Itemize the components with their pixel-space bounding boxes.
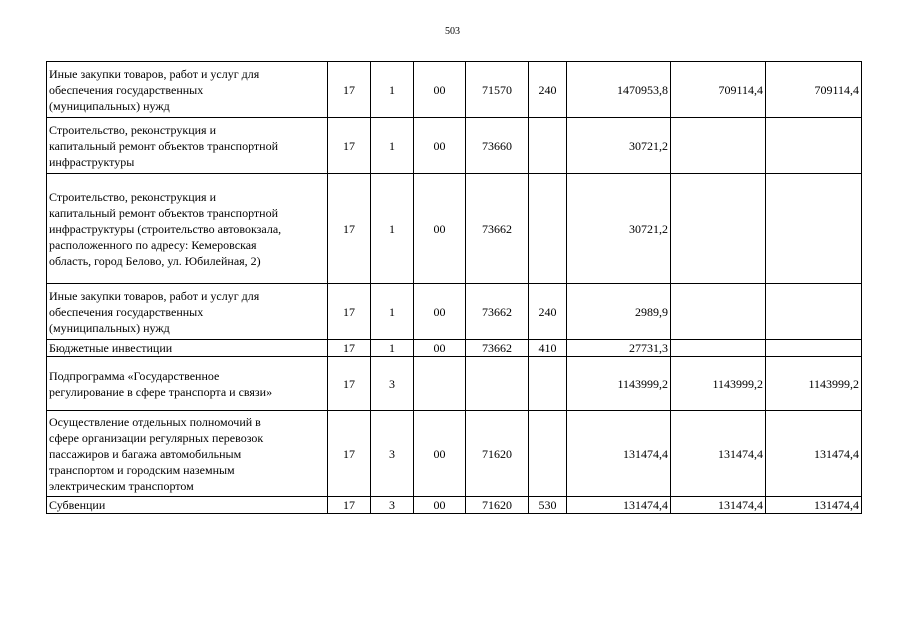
code-type	[529, 174, 567, 284]
code-gr: 17	[328, 174, 371, 284]
value-year3: 131474,4	[766, 411, 862, 497]
code-sub: 1	[371, 284, 414, 340]
description-line: область, город Белово, ул. Юбилейная, 2)	[49, 253, 261, 268]
code-gr: 17	[328, 411, 371, 497]
table-row	[47, 340, 862, 357]
table-row	[47, 411, 862, 497]
code-dir: 71570	[466, 62, 529, 118]
code-dir: 73662	[466, 340, 529, 357]
code-prog	[414, 357, 466, 411]
row-description	[47, 174, 328, 284]
description-line: Бюджетные инвестиции	[49, 341, 173, 355]
code-prog: 00	[414, 497, 466, 514]
value-year3: 709114,4	[766, 62, 862, 118]
description-line: капитальный ремонт объектов транспортной	[49, 138, 279, 153]
description-line: инфраструктуры (строительство автовокзала,	[49, 221, 282, 236]
description-line: транспортом и городским наземным	[49, 462, 235, 477]
code-type	[529, 357, 567, 411]
code-gr: 17	[328, 118, 371, 174]
value-year3	[766, 284, 862, 340]
description-line: электрическим транспортом	[49, 478, 194, 493]
table-row	[47, 118, 862, 174]
description-line: расположенного по адресу: Кемеровская	[49, 237, 257, 252]
code-prog: 00	[414, 174, 466, 284]
row-description	[47, 284, 328, 340]
value-year2: 709114,4	[671, 62, 766, 118]
description-line: Иные закупки товаров, работ и услуг для	[49, 288, 260, 303]
value-year1: 30721,2	[567, 118, 671, 174]
row-description	[47, 497, 328, 514]
value-year1: 1143999,2	[567, 357, 671, 411]
code-prog: 00	[414, 411, 466, 497]
value-year3	[766, 118, 862, 174]
value-year2: 131474,4	[671, 497, 766, 514]
value-year3: 1143999,2	[766, 357, 862, 411]
code-sub: 1	[371, 62, 414, 118]
code-type: 530	[529, 497, 567, 514]
value-year2: 1143999,2	[671, 357, 766, 411]
row-description	[47, 118, 328, 174]
code-sub: 3	[371, 497, 414, 514]
code-dir: 73662	[466, 174, 529, 284]
description-line: Подпрограмма «Государственное	[49, 368, 220, 383]
code-gr: 17	[328, 62, 371, 118]
code-dir: 73660	[466, 118, 529, 174]
code-dir	[466, 357, 529, 411]
description-line: сфере организации регулярных перевозок	[49, 430, 264, 445]
value-year1: 2989,9	[567, 284, 671, 340]
description-line: (муниципальных) нужд	[49, 98, 170, 113]
code-prog: 00	[414, 284, 466, 340]
description-line: Осуществление отдельных полномочий в	[49, 414, 261, 429]
code-gr: 17	[328, 284, 371, 340]
value-year2	[671, 174, 766, 284]
code-type: 410	[529, 340, 567, 357]
description-line: Субвенции	[49, 498, 106, 512]
value-year2	[671, 284, 766, 340]
value-year1: 27731,3	[567, 340, 671, 357]
row-description	[47, 411, 328, 497]
code-type: 240	[529, 284, 567, 340]
code-prog: 00	[414, 62, 466, 118]
value-year3	[766, 174, 862, 284]
code-sub: 1	[371, 118, 414, 174]
value-year3: 131474,4	[766, 497, 862, 514]
row-description	[47, 62, 328, 118]
description-line: Строительство, реконструкция и	[49, 189, 216, 204]
value-year1: 131474,4	[567, 497, 671, 514]
page-number: 503	[445, 26, 460, 37]
value-year2	[671, 118, 766, 174]
row-description	[47, 340, 328, 357]
description-line: пассажиров и багажа автомобильным	[49, 446, 242, 461]
budget-table	[46, 61, 862, 514]
description-line: обеспечения государственных	[49, 304, 204, 319]
code-sub: 1	[371, 340, 414, 357]
row-description	[47, 357, 328, 411]
table-row	[47, 357, 862, 411]
code-sub: 3	[371, 357, 414, 411]
value-year1: 131474,4	[567, 411, 671, 497]
description-line: капитальный ремонт объектов транспортной	[49, 205, 279, 220]
value-year1: 30721,2	[567, 174, 671, 284]
value-year1: 1470953,8	[567, 62, 671, 118]
code-dir: 71620	[466, 497, 529, 514]
code-type	[529, 411, 567, 497]
code-gr: 17	[328, 340, 371, 357]
description-line: регулирование в сфере транспорта и связи»	[49, 384, 273, 399]
code-dir: 73662	[466, 284, 529, 340]
table-row	[47, 497, 862, 514]
code-gr: 17	[328, 497, 371, 514]
code-sub: 3	[371, 411, 414, 497]
value-year2: 131474,4	[671, 411, 766, 497]
value-year3	[766, 340, 862, 357]
table-row	[47, 284, 862, 340]
description-line: инфраструктуры	[49, 154, 135, 169]
table-row	[47, 62, 862, 118]
description-line: обеспечения государственных	[49, 82, 204, 97]
code-gr: 17	[328, 357, 371, 411]
description-line: Иные закупки товаров, работ и услуг для	[49, 66, 260, 81]
value-year2	[671, 340, 766, 357]
code-type	[529, 118, 567, 174]
description-line: (муниципальных) нужд	[49, 320, 170, 335]
code-type: 240	[529, 62, 567, 118]
code-dir: 71620	[466, 411, 529, 497]
code-prog: 00	[414, 340, 466, 357]
code-sub: 1	[371, 174, 414, 284]
table-row	[47, 174, 862, 284]
code-prog: 00	[414, 118, 466, 174]
description-line: Строительство, реконструкция и	[49, 122, 216, 137]
